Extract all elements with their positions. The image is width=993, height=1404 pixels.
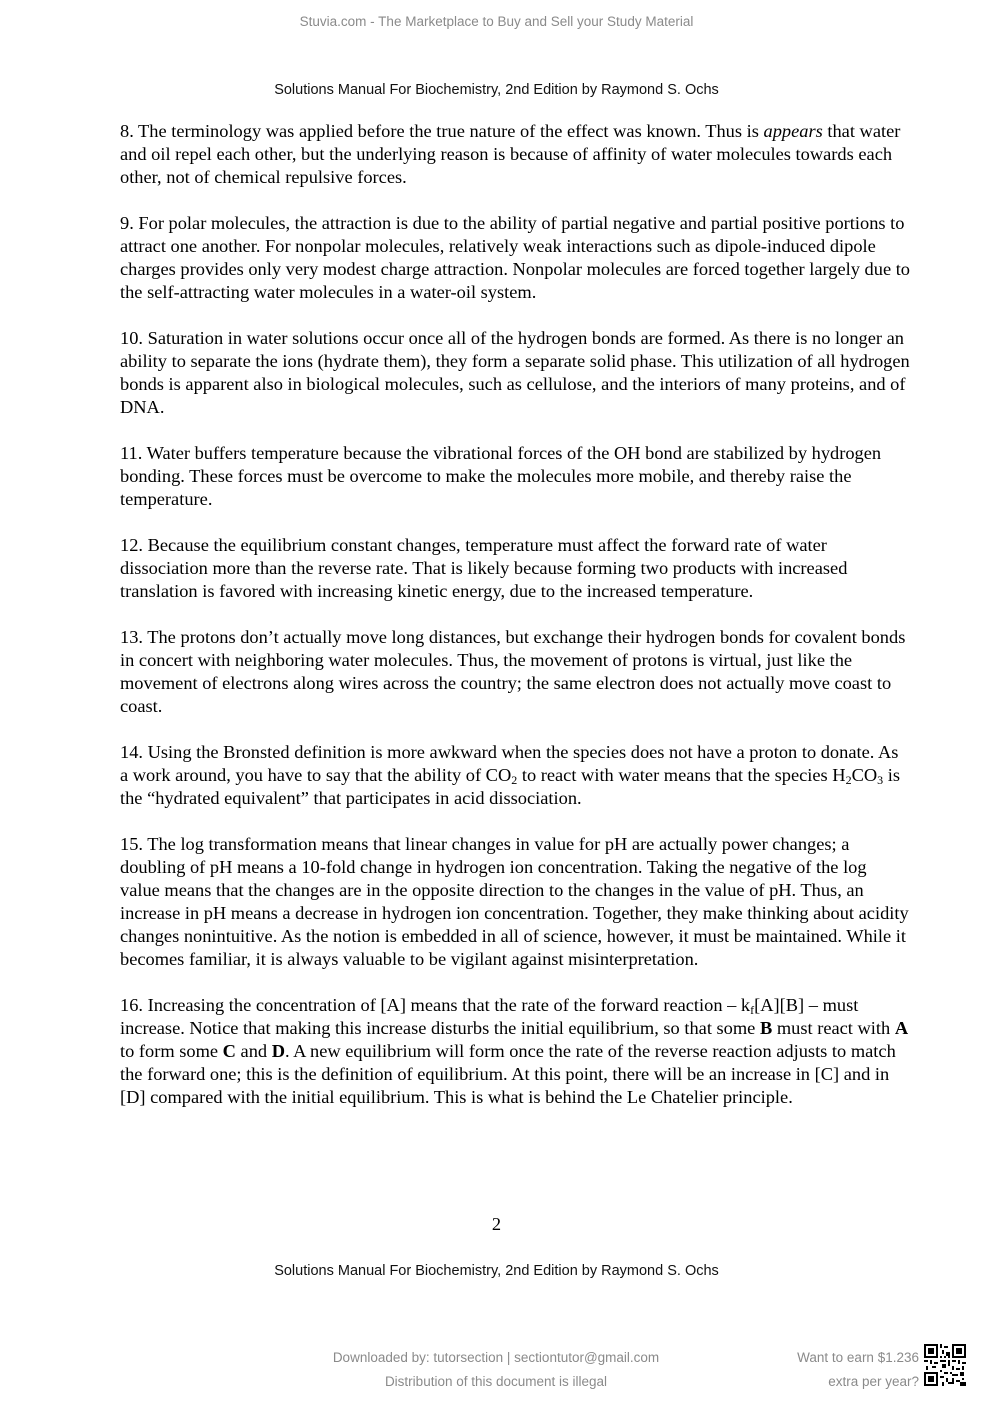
bold-letter: A: [894, 1018, 909, 1038]
running-header-bottom: Solutions Manual For Biochemistry, 2nd Edition by Raymond S. Ochs: [274, 1263, 719, 1279]
answer-8-text-b: that water and oil repel each other, but the underlying reason is because of affinity of water molecules towards each other, not of chemical repulsive forces.: [120, 121, 901, 187]
answer-13: 13. The protons don’t actually move long distances, but exchange their hydrogen bonds for covalent bonds in concert with neighboring water molecules. Thus, the movement of protons is virtual, just like the movement of electrons along wires across the country; the same electron does not actually move coast to coast.: [120, 627, 906, 716]
earn-promo-line-2[interactable]: extra per year?: [828, 1374, 919, 1389]
bold-letter: C: [222, 1041, 236, 1061]
running-header-top: Solutions Manual For Biochemistry, 2nd Edition by Raymond S. Ochs: [274, 82, 719, 98]
answer-10: 10. Saturation in water solutions occur once all of the hydrogen bonds are formed. As there is no longer an ability to separate the ions (hydrate them), they form a separate solid phase. This utilization of all hydrogen bonds is apparent also in biological molecules, such as cellulose, and the interiors of many proteins, and of DNA.: [120, 328, 910, 417]
answer-16: [120, 994, 910, 1109]
answer-16-text-e: and: [235, 1041, 272, 1061]
qr-code-icon[interactable]: [924, 1344, 966, 1386]
answer-14-text-d: is the “hydrated equivalent” that participates in acid dissociation.: [120, 765, 901, 808]
stuvia-banner: Stuvia.com - The Marketplace to Buy and Sell your Study Material: [299, 14, 694, 29]
distribution-notice: Distribution of this document is illegal: [384, 1374, 608, 1389]
answer-9: 9. For polar molecules, the attraction is due to the ability of partial negative and partial positive portions to attract one another. For nonpolar molecules, relatively weak interactions such as dipole-induced dipole charges provides only very modest charge attraction. Nonpolar molecules are forced together largely due to the self-attracting water molecules in a water-oil system.: [120, 213, 911, 302]
answer-14-text-b: to react with water means that the species H: [517, 765, 846, 785]
earn-promo-line-1[interactable]: Want to earn $1.236: [797, 1350, 919, 1365]
answer-14-text-a: 14. Using the Bronsted definition is more awkward when the species does not have a proton to donate. As a work around, you have to say that the ability of CO: [120, 742, 899, 785]
downloaded-by-text: Downloaded by: tutorsection | sectiontutor@gmail.com: [332, 1350, 660, 1365]
bold-letter: D: [271, 1041, 285, 1061]
answer-14: [120, 741, 910, 810]
answer-11: 11. Water buffers temperature because the vibrational forces of the OH bond are stabilized by hydrogen bonding. These forces must be overcome to make the molecules more mobile, and thereby raise the temperature.: [120, 443, 882, 509]
answer-8-emphasis: appears: [763, 121, 823, 141]
answer-16-text-a: 16. Increasing the concentration of [A] means that the rate of the forward reaction – k: [120, 995, 751, 1015]
subscript: f: [750, 1003, 755, 1017]
answer-12: 12. Because the equilibrium constant changes, temperature must affect the forward rate of water dissociation more than the reverse rate. That is likely because forming two products with increased translation is favored with increasing kinetic energy, due to the increased temperature.: [120, 535, 848, 601]
document-body: [120, 120, 910, 1132]
answer-16-text-c: must react with: [772, 1018, 895, 1038]
page-number: 2: [491, 1214, 502, 1234]
subscript: 2: [845, 773, 852, 787]
subscript: 2: [511, 773, 518, 787]
answer-14-text-c: CO: [851, 765, 878, 785]
answer-16-text-f: . A new equilibrium will form once the rate of the reverse reaction adjusts to match the forward one; this is the definition of equilibrium. At this point, there will be an increase in [C] and in [D] compared with the initial equilibrium. This is what is behind the Le Chatelier principle.: [120, 1041, 896, 1107]
download-info: [300, 1346, 692, 1394]
answer-16-text-b: [A][B] – must increase. Notice that making this increase disturbs the initial equilibrium, so that some: [120, 995, 859, 1038]
answer-16-text-d: to form some: [120, 1041, 223, 1061]
bold-letter: B: [759, 1018, 773, 1038]
earn-promo[interactable]: [797, 1346, 919, 1394]
answer-15: 15. The log transformation means that linear changes in value for pH are actually power changes; a doubling of pH means a 10-fold change in hydrogen ion concentration. Taking the negative of the log value means that the changes are in the opposite direction to the changes in the value of pH. Thus, an increase in pH means a decrease in hydrogen ion concentration. Together, they make thinking about acidity changes nonintuitive. As the notion is embedded in all of science, however, it must be maintained. While it becomes familiar, it is always valuable to be vigilant against misinterpretation.: [120, 834, 909, 969]
subscript: 3: [877, 773, 884, 787]
answer-8: [120, 120, 910, 189]
answer-8-text-a: 8. The terminology was applied before the true nature of the effect was known. Thus is: [120, 121, 764, 141]
